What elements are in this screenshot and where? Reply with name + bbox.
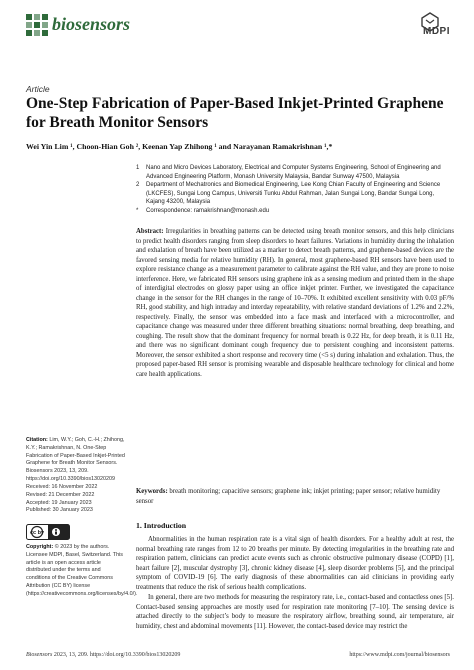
cc-badge-text: cc by xyxy=(29,530,45,536)
footer-url[interactable]: https://www.mdpi.com/journal/biosensors xyxy=(349,652,450,658)
publisher-name: MDPI xyxy=(423,26,450,37)
section-body xyxy=(136,535,454,632)
keywords xyxy=(136,487,454,506)
date-accepted: Accepted: 19 January 2023 xyxy=(26,499,92,506)
copyright-label: Copyright: xyxy=(26,544,54,550)
date-published: Published: 30 January 2023 xyxy=(26,507,93,514)
dates-block xyxy=(26,484,126,515)
footer-citation xyxy=(26,652,180,658)
affiliations xyxy=(136,164,454,216)
article-type: Article xyxy=(26,84,50,94)
date-received: Received: 16 November 2022 xyxy=(26,484,98,490)
copyright-text[interactable]: © 2023 by the authors. Licensee MDPI, Basel, Switzerland. This article is an open access article distributed under the terms and conditions of the Creative Commons Attribution (CC BY) license (https://creativecommons.org/licenses/by/4.0/). xyxy=(26,544,138,597)
affiliation-number: 2 xyxy=(136,182,140,189)
paragraph: In general, there are two methods for measuring the respiratory rate, i.e., contact-based and contactless ones [5]. Contact-based sensing approaches are mostly used for respiration rate monitoring [7–10]. The sensing device is attached directly to the subject’s body to measure the respiratory airflow, breathing sound, air temperature, air humidity, chest and abdominal movements [11]. However, the contact-based device may restrict the xyxy=(136,594,454,630)
correspondence-text[interactable]: Correspondence: ramakrishnan@monash.edu xyxy=(146,207,270,214)
keywords-text: breath monitoring; capacitive sensors; graphene ink; inkjet printing; paper sensor; relative humidity sensor xyxy=(136,488,441,505)
cc-by-license-icon[interactable] xyxy=(26,524,70,540)
abstract-label: Abstract: xyxy=(136,228,164,235)
affiliation-item xyxy=(136,181,454,207)
article-title: One-Step Fabrication of Paper-Based Inkjet-Printed Graphene for Breath Monitor Sensors xyxy=(26,95,444,131)
date-revised: Revised: 21 December 2022 xyxy=(26,491,95,498)
paragraph: Abnormalities in the human respiration rate is a vital sign of health disorders. For a healthy adult at rest, the normal breathing rate ranges from 12 to 20 breaths per minute. By detecting irregularities in the breathing rate and respiration pattern, clinicians can predict acute events such as chronic obstructive pulmonary disease (COPD) [1], heart failure [2], muscular dystrophy [3], chronic kidney disease [4], sleep disorder problems [5], and the principal symptom of COVID-19 [6]. The early diagnosis of these abnormalities can aid clinicians in providing early treatments that reduce the risk of serious health complications. xyxy=(136,536,454,591)
citation-text[interactable]: Lim, W.Y.; Goh, C.-H.; Zhihong, K.Y.; Ramakrishnan, N. One-Step Fabrication of Paper-Based Inkjet-Printed Graphene for Breath Monitor Sensors. Biosensors 2023, 13, 209. https://doi.org/10.3390/bios13020209 xyxy=(26,437,125,482)
citation-block xyxy=(26,437,126,484)
abstract-text: Irregularities in breathing patterns can be detected using breath monitor sensors, and this help clinicians to predict health disorders ranging from sleep disorders to heart failures. Variations in humidity during the inhalation and exhalation of breath have been utilized as a marker to detect breath patterns, and graphene-based devices are the favored sensing media for relative humidity (RH). In general, most graphene-based RH sensors have been used to explore resistance change as a measurement parameter to calibrate against the RH value, and they are prone to noise interference. Here, we fabricated RH sensors using graphene ink as a sensing medium and printed them in the shape of interdigital electrodes on glossy paper using an office inkjet printer. Further, we investigated the capacitance change in the sensor for the RH changes in the range of 10–70%. It exhibited excellent sensitivity with 0.03 pF/% RH, good stability, and high intraday and interday repeatability, with relative standard deviations of 1.2% and 2.2%, respectively. Finally, the sensor was embedded into a face mask and interfaced with a microcontroller, and capacitance change was measured under three different breathing situations: normal breathing, deep breathing, and coughing. The result show that the dominant frequency for normal breath is 0.22 Hz, for deep breath, it is 0.11 Hz, and there was no significant dominant cough frequency due to persistent coughing and inconsistent patterns. Moreover, the sensor exhibited a short response and recovery time (<5 s) during inhalation and exhalation. Thus, the proposed paper-based RH sensor is promising wearable and disposable healthcare technology for clinical and home care health applications. xyxy=(136,228,454,378)
journal-name[interactable]: biosensors xyxy=(52,14,131,34)
journal-header xyxy=(26,10,450,44)
citation-label: Citation: xyxy=(26,437,48,443)
footer-journal: Biosensors xyxy=(26,652,53,658)
author-list: Wei Yin Lim ¹, Choon-Hian Goh ², Keenan Yap Zhihong ¹ and Narayanan Ramakrishnan ¹,* xyxy=(26,142,333,151)
affiliation-text: Department of Mechatronics and Biomedical Engineering, Lee Kong Chian Faculty of Engineering and Science (LKCFES), Sungai Long Campus, Universiti Tunku Abdul Rahman, Jalan Sungai Long, Bandar Sungai Long, Kajang 43200, Malaysia xyxy=(146,182,441,206)
affiliation-item xyxy=(136,164,454,181)
correspondence-marker: * xyxy=(136,207,139,214)
affiliation-number: 1 xyxy=(136,165,140,171)
section-heading: 1. Introduction xyxy=(136,521,187,530)
affiliation-text: Nano and Micro Devices Laboratory, Electrical and Computer Systems Engineering, School of Engineering and Advanced Engineering Platform, Monash University Malaysia, Bandar Sunway 47500, Malaysia xyxy=(146,165,441,180)
correspondence xyxy=(136,207,454,216)
abstract xyxy=(136,227,454,379)
copyright-block xyxy=(26,544,138,599)
keywords-label: Keywords: xyxy=(136,488,168,495)
footer-doi[interactable]: 2023, 13, 209. https://doi.org/10.3390/bios13020209 xyxy=(53,652,181,658)
biosensors-logo-icon xyxy=(26,14,48,36)
